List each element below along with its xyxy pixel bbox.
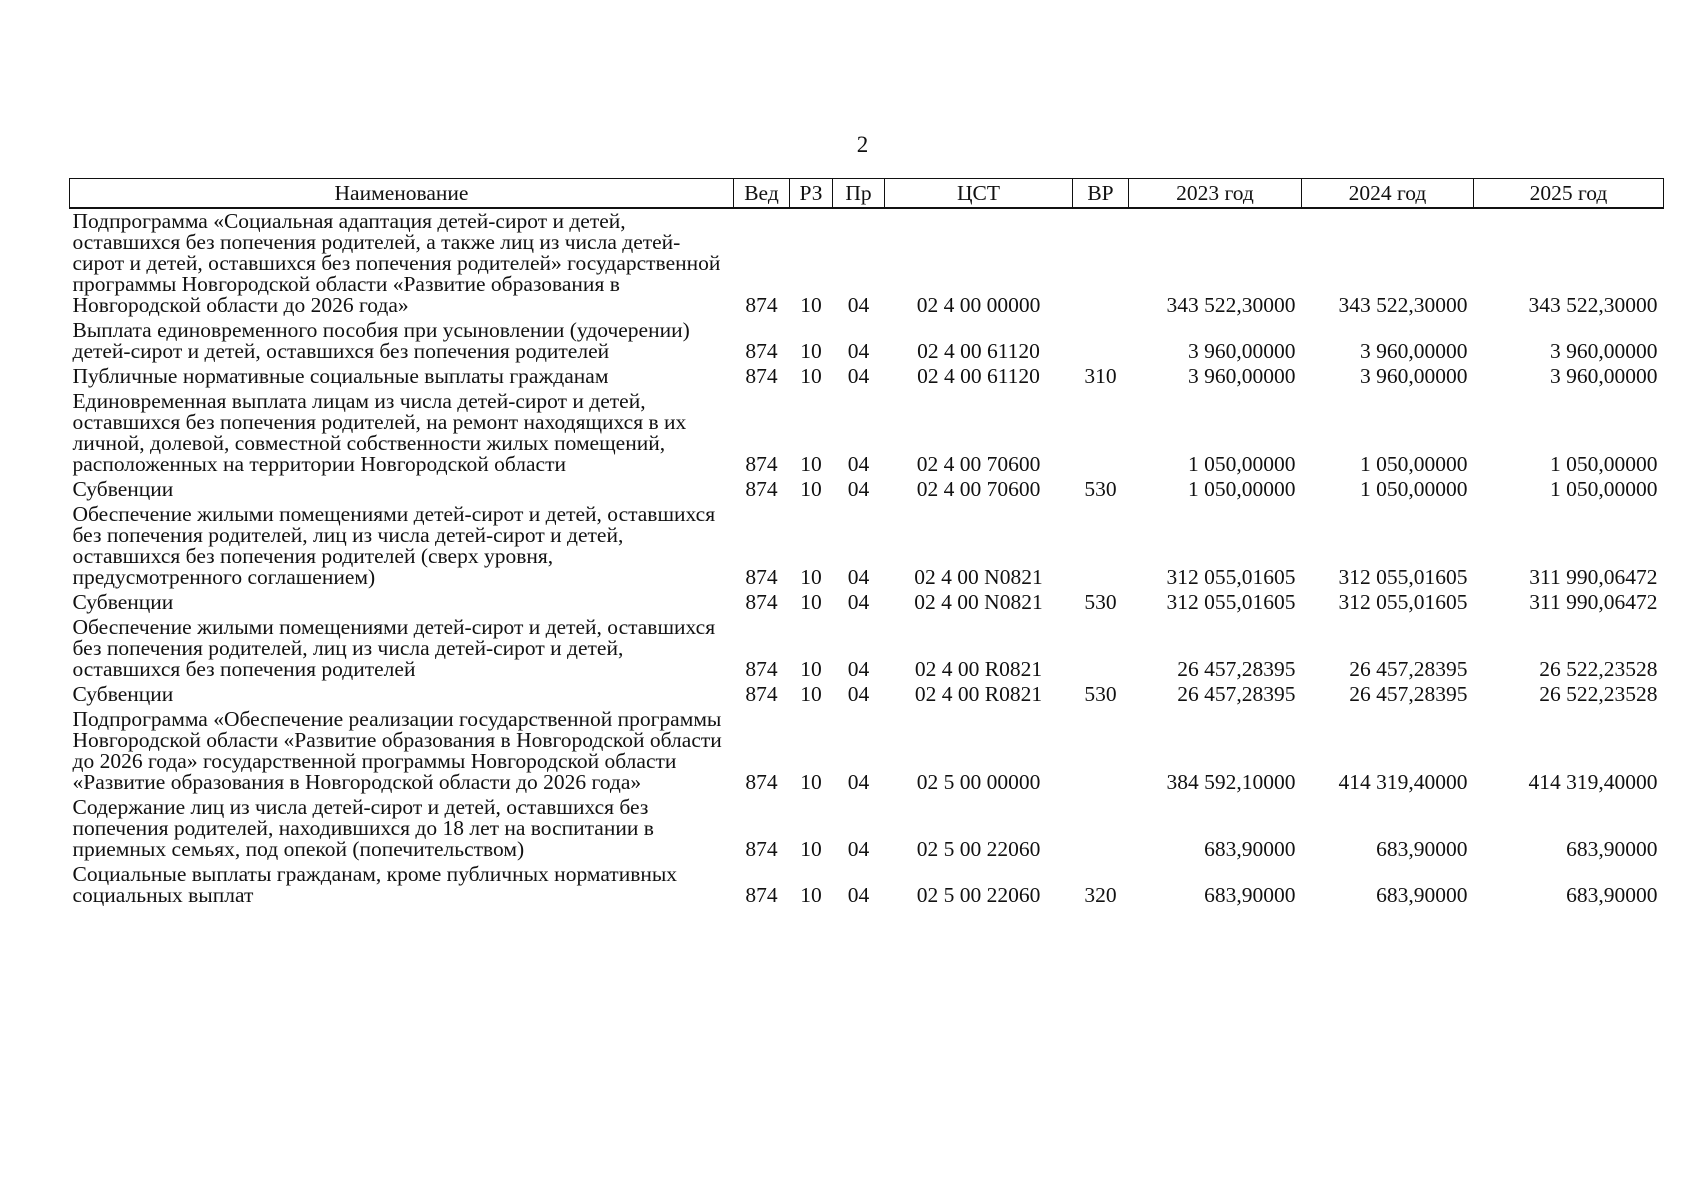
header-row: [70, 179, 1664, 209]
cell-vr: 530: [1084, 477, 1117, 501]
cell-ved: 874: [745, 657, 778, 681]
cell-pr: 04: [847, 590, 870, 614]
cell-ved: 874: [745, 883, 778, 907]
cell-ved: 874: [745, 682, 778, 706]
cell-2023: 1 050,00000: [1188, 452, 1296, 476]
table-row: [70, 208, 1664, 318]
cell-2025: 26 522,23528: [1539, 682, 1658, 706]
cell-2023: 683,90000: [1204, 883, 1296, 907]
cell-pr: 04: [847, 883, 870, 907]
cell-cst: 02 4 00 N0821: [914, 565, 1043, 589]
cell-vr: [1073, 502, 1129, 590]
table-row: [70, 318, 1664, 364]
cell-cst: 02 5 00 22060: [916, 837, 1041, 861]
cell-name: Содержание лиц из числа детей-сирот и детей, оставшихся без попечения родителей, находившихся до 18 лет на воспитании в приемных семьях, под опекой (попечительством): [72, 795, 654, 861]
cell-cst: 02 4 00 61120: [917, 339, 1040, 363]
cell-pr: 04: [847, 477, 870, 501]
cell-2024: 414 319,40000: [1338, 770, 1468, 794]
cell-ved: 874: [745, 364, 778, 388]
cell-vr: [1073, 615, 1129, 682]
cell-cst: 02 4 00 N0821: [914, 590, 1043, 614]
cell-rz: 10: [800, 657, 822, 681]
table-row: [70, 615, 1664, 682]
table-row: [70, 389, 1664, 477]
cell-vr: [1073, 707, 1129, 795]
cell-cst: 02 4 00 R0821: [914, 682, 1043, 706]
cell-2024: 1 050,00000: [1360, 477, 1468, 501]
cell-vr: 530: [1084, 590, 1117, 614]
cell-cst: 02 4 00 70600: [916, 452, 1041, 476]
header-name: Наименование: [70, 179, 734, 209]
header-vr: ВР: [1073, 179, 1129, 209]
cell-name: Выплата единовременного пособия при усыновлении (удочерении) детей-сирот и детей, оставшихся без попечения родителей: [72, 318, 690, 363]
header-2025: 2025 год: [1474, 179, 1664, 209]
cell-rz: 10: [800, 682, 822, 706]
cell-2023: 26 457,28395: [1177, 657, 1296, 681]
header-ved: Вед: [734, 179, 790, 209]
header-2023: 2023 год: [1129, 179, 1302, 209]
cell-2024: 3 960,00000: [1360, 339, 1468, 363]
cell-2023: 312 055,01605: [1166, 565, 1296, 589]
cell-2024: 3 960,00000: [1360, 364, 1468, 388]
cell-2023: 312 055,01605: [1166, 590, 1296, 614]
table-row: [70, 364, 1664, 389]
header-pr: Пр: [833, 179, 885, 209]
cell-rz: 10: [800, 364, 822, 388]
cell-2025: 3 960,00000: [1550, 364, 1658, 388]
cell-vr: 320: [1084, 883, 1117, 907]
cell-2024: 1 050,00000: [1360, 452, 1468, 476]
cell-name: Публичные нормативные социальные выплаты гражданам: [72, 364, 609, 388]
cell-ved: 874: [745, 837, 778, 861]
cell-name: Подпрограмма «Социальная адаптация детей-сирот и детей, оставшихся без попечения родителей, а также лиц из числа детей-сирот и детей, оставшихся без попечения родителей» государственной программы Новгородской области «Развитие образования в Новгородской области до 2026 года»: [72, 209, 721, 317]
cell-rz: 10: [800, 770, 822, 794]
cell-ved: 874: [745, 452, 778, 476]
page-number: 2: [856, 132, 869, 157]
cell-name: Субвенции: [72, 590, 174, 614]
cell-rz: 10: [800, 477, 822, 501]
cell-vr: 310: [1084, 364, 1117, 388]
cell-2023: 384 592,10000: [1166, 770, 1296, 794]
cell-pr: 04: [847, 770, 870, 794]
cell-2023: 343 522,30000: [1166, 293, 1296, 317]
cell-2023: 1 050,00000: [1188, 477, 1296, 501]
cell-rz: 10: [800, 293, 822, 317]
cell-name: Обеспечение жилыми помещениями детей-сирот и детей, оставшихся без попечения родителей, лиц из числа детей-сирот и детей, оставшихся без попечения родителей: [72, 615, 716, 681]
cell-pr: 04: [847, 682, 870, 706]
cell-2025: 683,90000: [1566, 883, 1658, 907]
cell-ved: 874: [745, 339, 778, 363]
cell-name: Подпрограмма «Обеспечение реализации государственной программы Новгородской области «Развитие образования в Новгородской области до 2026 года» государственной программы Новгородской области «Развитие образования в Новгородской области до 2026 года»: [72, 707, 722, 794]
cell-2025: 311 990,06472: [1529, 590, 1658, 614]
cell-2025: 1 050,00000: [1550, 477, 1658, 501]
cell-2024: 26 457,28395: [1349, 657, 1468, 681]
cell-pr: 04: [847, 452, 870, 476]
cell-rz: 10: [800, 590, 822, 614]
cell-rz: 10: [800, 565, 822, 589]
cell-pr: 04: [847, 339, 870, 363]
table-row: [70, 477, 1664, 502]
cell-2023: 3 960,00000: [1188, 339, 1296, 363]
table-row: [70, 682, 1664, 707]
cell-pr: 04: [847, 837, 870, 861]
cell-vr: [1073, 795, 1129, 862]
header-rz: РЗ: [790, 179, 833, 209]
cell-name: Обеспечение жилыми помещениями детей-сирот и детей, оставшихся без попечения родителей, лиц из числа детей-сирот и детей, оставшихся без попечения родителей (сверх уровня, предусмотренного соглашением): [72, 502, 716, 589]
cell-2025: 3 960,00000: [1550, 339, 1658, 363]
cell-cst: 02 4 00 00000: [916, 293, 1041, 317]
cell-2024: 683,90000: [1376, 837, 1468, 861]
cell-2024: 343 522,30000: [1338, 293, 1468, 317]
cell-cst: 02 4 00 61120: [917, 364, 1040, 388]
cell-ved: 874: [745, 770, 778, 794]
cell-cst: 02 4 00 R0821: [914, 657, 1043, 681]
budget-table: [69, 178, 1664, 908]
cell-2025: 311 990,06472: [1529, 565, 1658, 589]
cell-2024: 683,90000: [1376, 883, 1468, 907]
table-row: [70, 502, 1664, 590]
cell-name: Субвенции: [72, 682, 174, 706]
table-header: [70, 179, 1664, 209]
cell-2025: 343 522,30000: [1528, 293, 1658, 317]
cell-2023: 3 960,00000: [1188, 364, 1296, 388]
cell-vr: [1073, 208, 1129, 318]
cell-2024: 312 055,01605: [1338, 590, 1468, 614]
cell-2025: 26 522,23528: [1539, 657, 1658, 681]
table-body: [70, 208, 1664, 908]
cell-vr: [1073, 389, 1129, 477]
cell-cst: 02 4 00 70600: [916, 477, 1041, 501]
cell-2023: 26 457,28395: [1177, 682, 1296, 706]
cell-2025: 414 319,40000: [1528, 770, 1658, 794]
cell-2025: 1 050,00000: [1550, 452, 1658, 476]
cell-name: Субвенции: [72, 477, 174, 501]
cell-vr: 530: [1084, 682, 1117, 706]
cell-ved: 874: [745, 293, 778, 317]
cell-pr: 04: [847, 293, 870, 317]
cell-pr: 04: [847, 657, 870, 681]
header-cst: ЦСТ: [885, 179, 1073, 209]
cell-cst: 02 5 00 22060: [916, 883, 1041, 907]
cell-2024: 26 457,28395: [1349, 682, 1468, 706]
table-row: [70, 795, 1664, 862]
cell-pr: 04: [847, 565, 870, 589]
cell-name: Социальные выплаты гражданам, кроме публичных нормативных социальных выплат: [72, 862, 678, 907]
cell-name: Единовременная выплата лицам из числа детей-сирот и детей, оставшихся без попечения родителей, на ремонт находящихся в их личной, долевой, совместной собственности жилых помещений, расположенных на территории Новгородской области: [72, 389, 687, 476]
table-row: [70, 862, 1664, 908]
table-row: [70, 590, 1664, 615]
cell-ved: 874: [745, 565, 778, 589]
table-row: [70, 707, 1664, 795]
cell-rz: 10: [800, 452, 822, 476]
header-2024: 2024 год: [1302, 179, 1474, 209]
cell-rz: 10: [800, 883, 822, 907]
cell-pr: 04: [847, 364, 870, 388]
cell-2024: 312 055,01605: [1338, 565, 1468, 589]
cell-2025: 683,90000: [1566, 837, 1658, 861]
cell-ved: 874: [745, 477, 778, 501]
cell-ved: 874: [745, 590, 778, 614]
cell-cst: 02 5 00 00000: [916, 770, 1041, 794]
cell-rz: 10: [800, 339, 822, 363]
cell-2023: 683,90000: [1204, 837, 1296, 861]
cell-rz: 10: [800, 837, 822, 861]
cell-vr: [1073, 318, 1129, 364]
